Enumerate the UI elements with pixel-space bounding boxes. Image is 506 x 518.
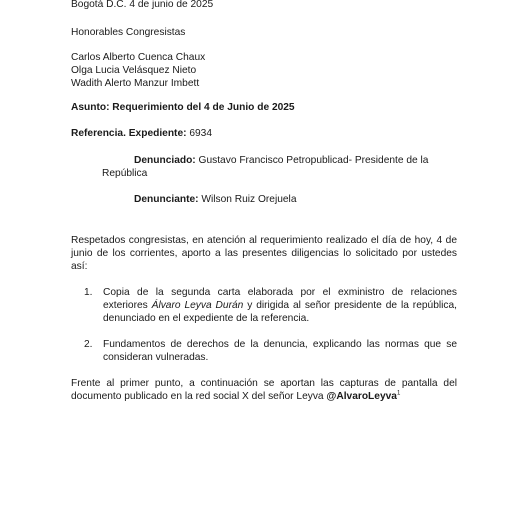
list-text-1b: y dirigida al señor presidente de la república, denunciado en el expediente de la referencia.: [103, 300, 457, 324]
recipient-1: Carlos Alberto Cuenca Chaux: [71, 52, 206, 63]
list-text-1a: Copia de la segunda carta elaborada por el exministro de relaciones exteriores: [103, 287, 457, 311]
recipient-3: Wadith Alerto Manzur Imbett: [71, 78, 200, 89]
list-text-1: [103, 286, 457, 325]
denunciado-label: Denunciado:: [134, 155, 196, 166]
denunciado-value: Gustavo Francisco Petropublicad- Presidente de la: [198, 155, 429, 166]
closing-paragraph: [71, 377, 457, 403]
reference-label: Referencia. Expediente:: [71, 128, 187, 139]
list-item-2: [84, 338, 457, 364]
intro-paragraph: Respetados congresistas, en atención al requerimiento realizado el día de hoy, 4 de junio de los corrientes, aporto a las presentes diligencias lo solicitado por ustedes así:: [71, 235, 457, 272]
reference-line: [71, 127, 212, 140]
place-date: Bogotá D.C. 4 de junio de 2025: [71, 0, 214, 10]
closing-text: Frente al primer punto, a continuación se aportan las capturas de pantalla del documento publicado en la red social X del señor Leyva: [71, 378, 457, 402]
list-item-1: [84, 286, 457, 325]
denunciante-label: Denunciante:: [134, 194, 199, 205]
list-text-2: Fundamentos de derechos de la denuncia, explicando las normas que se consideran vulneradas.: [103, 339, 457, 363]
denunciante-value: Wilson Ruiz Orejuela: [201, 194, 297, 205]
list-number-1: 1.: [84, 287, 93, 298]
denunciado-line: [134, 154, 428, 167]
recipient-2: Olga Lucia Velásquez Nieto: [71, 65, 197, 76]
denunciante-line: [134, 193, 297, 206]
list-number-2: 2.: [84, 339, 93, 350]
list-text-1-italic: Álvaro Leyva Durán: [151, 300, 244, 311]
denunciado-cont: República: [102, 168, 148, 179]
footnote-marker: 1: [396, 390, 401, 397]
subject-line: Asunto: Requerimiento del 4 de Junio de 2025: [71, 102, 295, 113]
reference-value: 6934: [189, 128, 213, 139]
closing-handle: @AlvaroLeyva: [326, 391, 397, 402]
salutation: Honorables Congresistas: [71, 27, 186, 38]
